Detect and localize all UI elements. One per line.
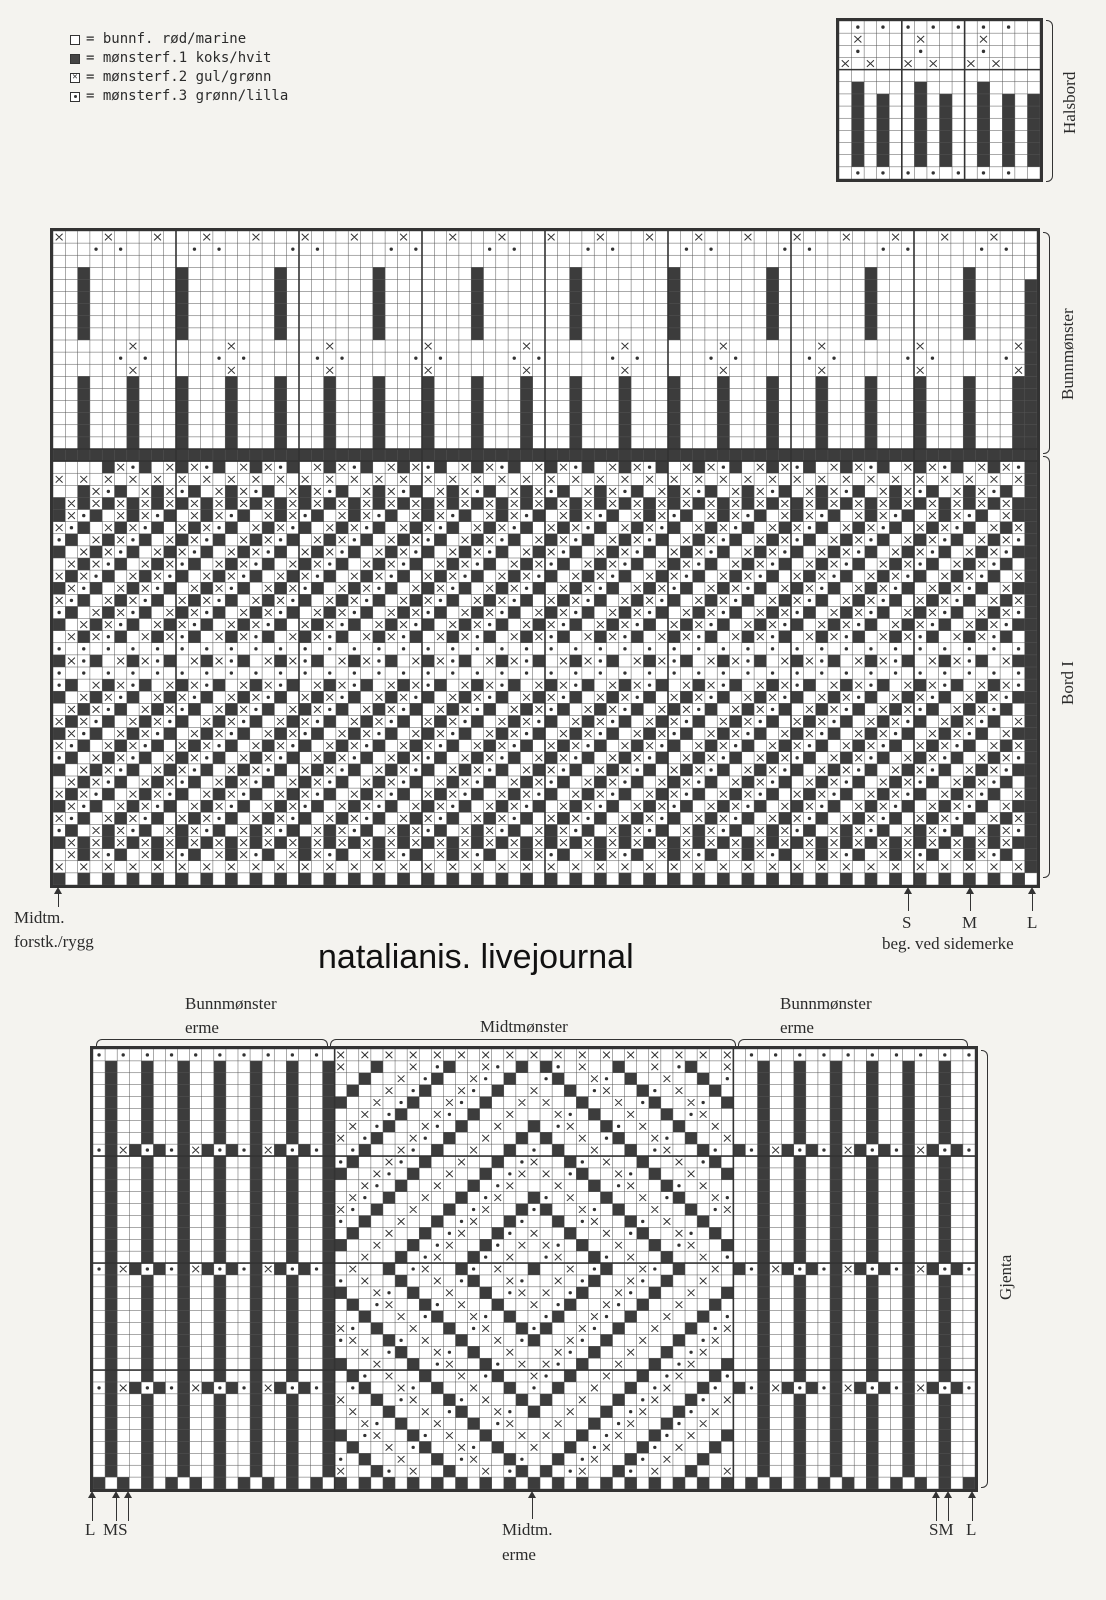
legend-label: = mønsterf.3 grønn/lilla: [86, 88, 289, 104]
empty-square-icon: [70, 35, 80, 45]
m-label: M: [962, 913, 978, 932]
erme-right-label: erme: [780, 1018, 814, 1037]
legend-label: = mønsterf.2 gul/grønn: [86, 69, 272, 85]
gjenta-bracket: [981, 1050, 988, 1488]
legend-item-monsterf3: [70, 87, 288, 106]
bottom-l-left-arrow: [92, 1497, 93, 1521]
legend-label: = mønsterf.1 koks/hvit: [86, 50, 272, 66]
bord1-label: Bord I: [1058, 661, 1077, 705]
midtmonster-label: Midtmønster: [480, 1017, 568, 1036]
right-erme-bracket: [738, 1039, 968, 1046]
bottom-m-right-arrow: [948, 1497, 949, 1521]
bottom-l-right-label: L: [966, 1520, 977, 1539]
beg-sidemerke-label: beg. ved sidemerke: [882, 934, 1014, 953]
bottom-l-right-arrow: [972, 1497, 973, 1521]
l-label: L: [1027, 913, 1038, 932]
left-erme-bracket: [96, 1039, 328, 1046]
bunnmonster-erme-right-label: Bunnmønster: [780, 994, 872, 1013]
halsbord-chart: [836, 18, 1043, 182]
bunnmonster-bracket: [1043, 232, 1050, 454]
bottom-m-left-arrow: [116, 1497, 117, 1521]
gjenta-label: Gjenta: [996, 1254, 1015, 1300]
s-label: S: [902, 913, 912, 932]
erme-chart: [90, 1046, 978, 1492]
bunnmonster-erme-left-label: Bunnmønster: [185, 994, 277, 1013]
main-grid: [53, 231, 1037, 885]
legend-item-monsterf1: [70, 49, 288, 68]
bottom-l-left-label: L: [85, 1520, 96, 1539]
bord1-bracket: [1043, 456, 1050, 878]
legend-label: = bunnf. rød/marine: [86, 31, 247, 47]
legend: [70, 30, 288, 106]
halsbord-grid: [839, 21, 1040, 179]
bottom-ms-left-label: MS: [103, 1520, 128, 1539]
watermark-text: natalianis. livejournal: [318, 938, 634, 976]
bottom-erme-label: erme: [502, 1545, 536, 1564]
dot-square-icon: [70, 92, 80, 102]
erme-left-label: erme: [185, 1018, 219, 1037]
m-arrow: [970, 893, 971, 911]
cross-square-icon: ✕: [70, 73, 80, 83]
bunnmonster-bord-chart: [50, 228, 1040, 888]
bottom-midtm-arrow: [532, 1497, 533, 1519]
midtm-label: Midtm.: [14, 908, 65, 927]
legend-item-monsterf2: [70, 68, 288, 87]
forstk-rygg-label: forstk./rygg: [14, 932, 94, 951]
legend-item-bunnf: [70, 30, 288, 49]
halsbord-label: Halsbord: [1060, 71, 1079, 134]
midtm-arrow: [58, 893, 59, 907]
erme-grid: [93, 1049, 975, 1489]
halsbord-bracket: [1046, 20, 1053, 182]
l-arrow: [1032, 893, 1033, 911]
bottom-midtm-label: Midtm.: [502, 1520, 553, 1539]
s-arrow: [908, 893, 909, 911]
bunnmonster-label: Bunnmønster: [1058, 308, 1077, 400]
midtmonster-bracket: [330, 1039, 736, 1046]
bottom-sm-right-label: SM: [929, 1520, 954, 1539]
bottom-s-left-arrow: [128, 1497, 129, 1521]
filled-square-icon: [70, 54, 80, 64]
bottom-s-right-arrow: [936, 1497, 937, 1521]
